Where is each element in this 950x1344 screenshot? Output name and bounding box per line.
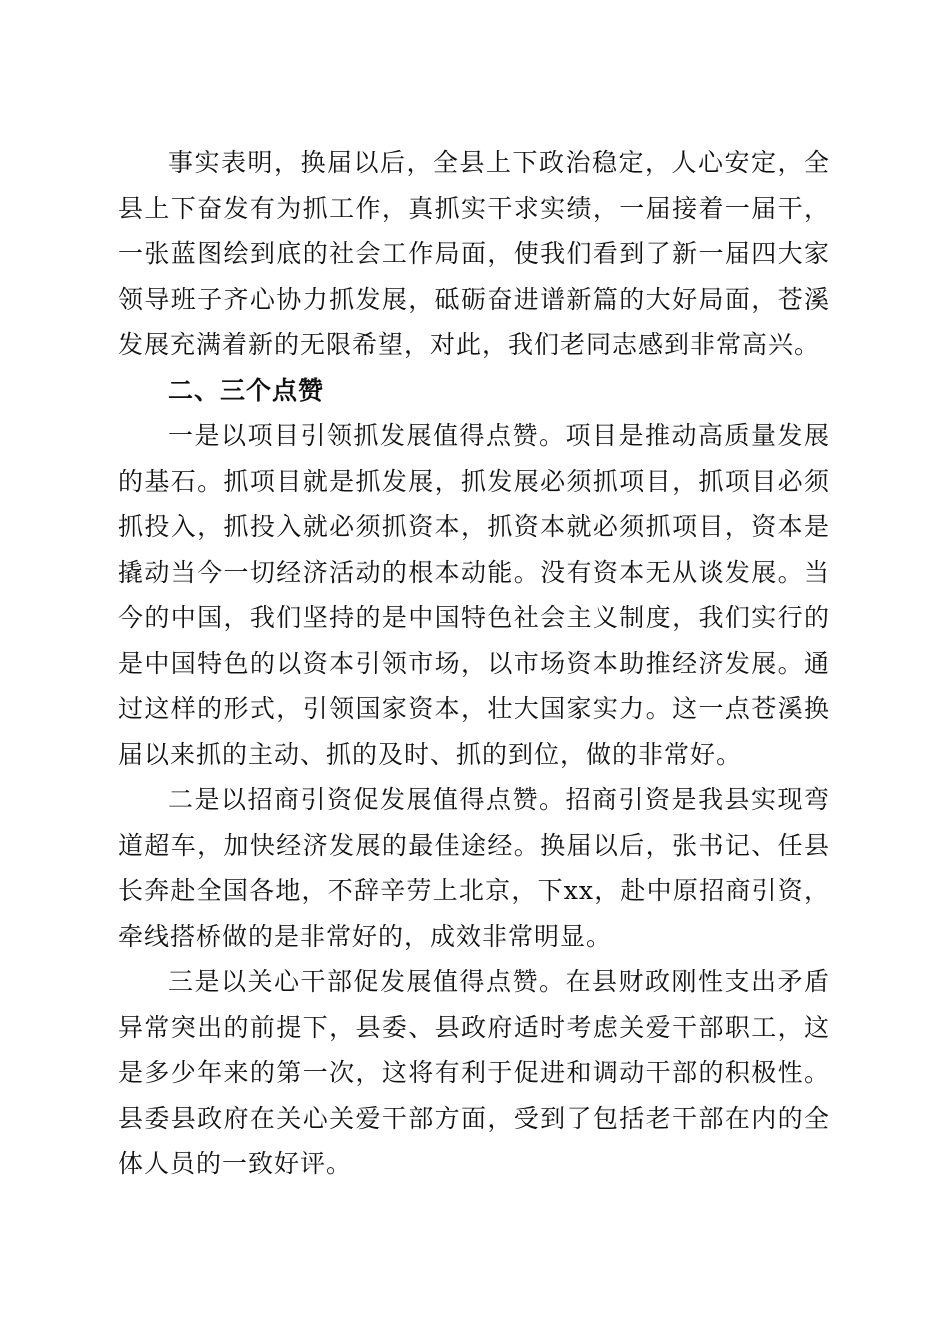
paragraph-point-two: 二是以招商引资促发展值得点赞。招商引资是我县实现弯道超车，加快经济发展的最佳途经。换届以后，张书记、任县长奔赴全国各地，不辞辛劳上北京，下xx，赴中原招商引资，牵线搭桥做的是非常好的，成效非常明显。 [118, 785, 830, 951]
paragraph-point-three: 三是以关心干部促发展值得点赞。在县财政刚性支出矛盾异常突出的前提下，县委、县政府适时考虑关爱干部职工，这是多少年来的第一次，这将有利于促进和调动干部的积极性。县委县政府在关心关爱干部方面，受到了包括老干部在内的全体人员的一致好评。 [118, 967, 830, 1178]
document-body [118, 140, 830, 1187]
section-heading: 二、三个点赞 [168, 375, 325, 405]
paragraph-summary: 事实表明，换届以后，全县上下政治稳定，人心安定，全县上下奋发有为抓工作，真抓实干求实绩，一届接着一届干，一张蓝图绘到底的社会工作局面，使我们看到了新一届四大家领导班子齐心协力抓发展，砥砺奋进谱新篇的大好局面，苍溪发展充满着新的无限希望，对此，我们老同志感到非常高兴。 [118, 148, 830, 359]
paragraph-point-one: 一是以项目引领抓发展值得点赞。项目是推动高质量发展的基石。抓项目就是抓发展，抓发展必须抓项目，抓项目必须抓投入，抓投入就必须抓资本，抓资本就必须抓项目，资本是撬动当今一切经济活动的根本动能。没有资本无从谈发展。当今的中国，我们坚持的是中国特色社会主义制度，我们实行的是中国特色的以资本引领市场，以市场资本助推经济发展。通过这样的形式，引领国家资本，壮大国家实力。这一点苍溪换届以来抓的主动、抓的及时、抓的到位，做的非常好。 [118, 421, 830, 769]
